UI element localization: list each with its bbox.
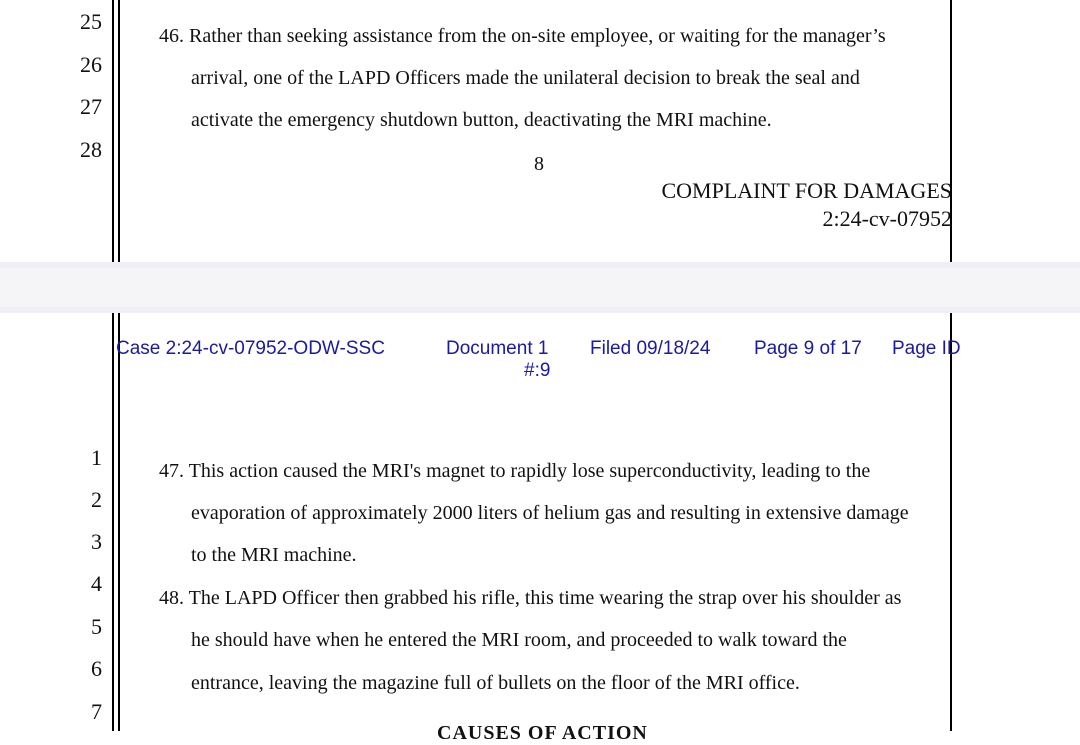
footer-case-number: 2:24-cv-07952 [822,206,952,231]
line-number: 26 [80,52,102,77]
line-number: 1 [91,445,102,470]
header-document: Document 1 [446,338,549,359]
header-id-number: #:9 [524,360,551,381]
line-number: 4 [91,571,102,596]
header-page: Page 9 of 17 [754,338,862,359]
paragraph-48-line: 48. The LAPD Officer then grabbed his rifle, this time wearing the strap over his shoulder as [159,587,902,609]
section-heading [437,721,648,744]
paragraph-46-line: 46. Rather than seeking assistance from the on-site employee, or waiting for the manager’s [159,25,886,47]
line-number: 5 [91,614,102,639]
page-8 [0,0,1080,262]
section-heading-text: CAUSES OF ACTION [437,722,648,744]
right-margin-rule [950,313,952,731]
line-number: 28 [80,137,102,162]
header-page-id: Page ID [892,338,961,359]
page-separator [0,262,1080,313]
line-number: 3 [91,529,102,554]
line-number: 7 [91,699,102,724]
paragraph-47-line: to the MRI machine. [191,544,357,566]
paragraph-46-line: arrival, one of the LAPD Officers made the unilateral decision to break the seal and [191,67,860,89]
header-filed: Filed 09/18/24 [590,338,711,359]
left-margin-rule-outer [112,313,114,731]
left-margin-rule-inner [118,313,120,731]
paragraph-47-line: evaporation of approximately 2000 liters of helium gas and resulting in extensive damage [191,502,909,524]
paragraph-48-line: he should have when he entered the MRI room, and proceeded to walk toward the [191,629,847,651]
paragraph-48-line: entrance, leaving the magazine full of bullets on the floor of the MRI office. [191,672,800,694]
page-number: 8 [534,153,544,175]
footer-title: COMPLAINT FOR DAMAGES [661,178,952,203]
line-number: 25 [80,9,102,34]
left-margin-rule-inner [118,0,120,262]
line-number: 2 [91,487,102,512]
line-number: 6 [91,656,102,681]
left-margin-rule-outer [112,0,114,262]
header-case: Case 2:24-cv-07952-ODW-SSC [116,338,385,359]
paragraph-47-line: 47. This action caused the MRI's magnet to rapidly lose superconductivity, leading to the [159,460,871,482]
paragraph-46-line: activate the emergency shutdown button, deactivating the MRI machine. [191,109,772,131]
line-number: 27 [80,94,102,119]
